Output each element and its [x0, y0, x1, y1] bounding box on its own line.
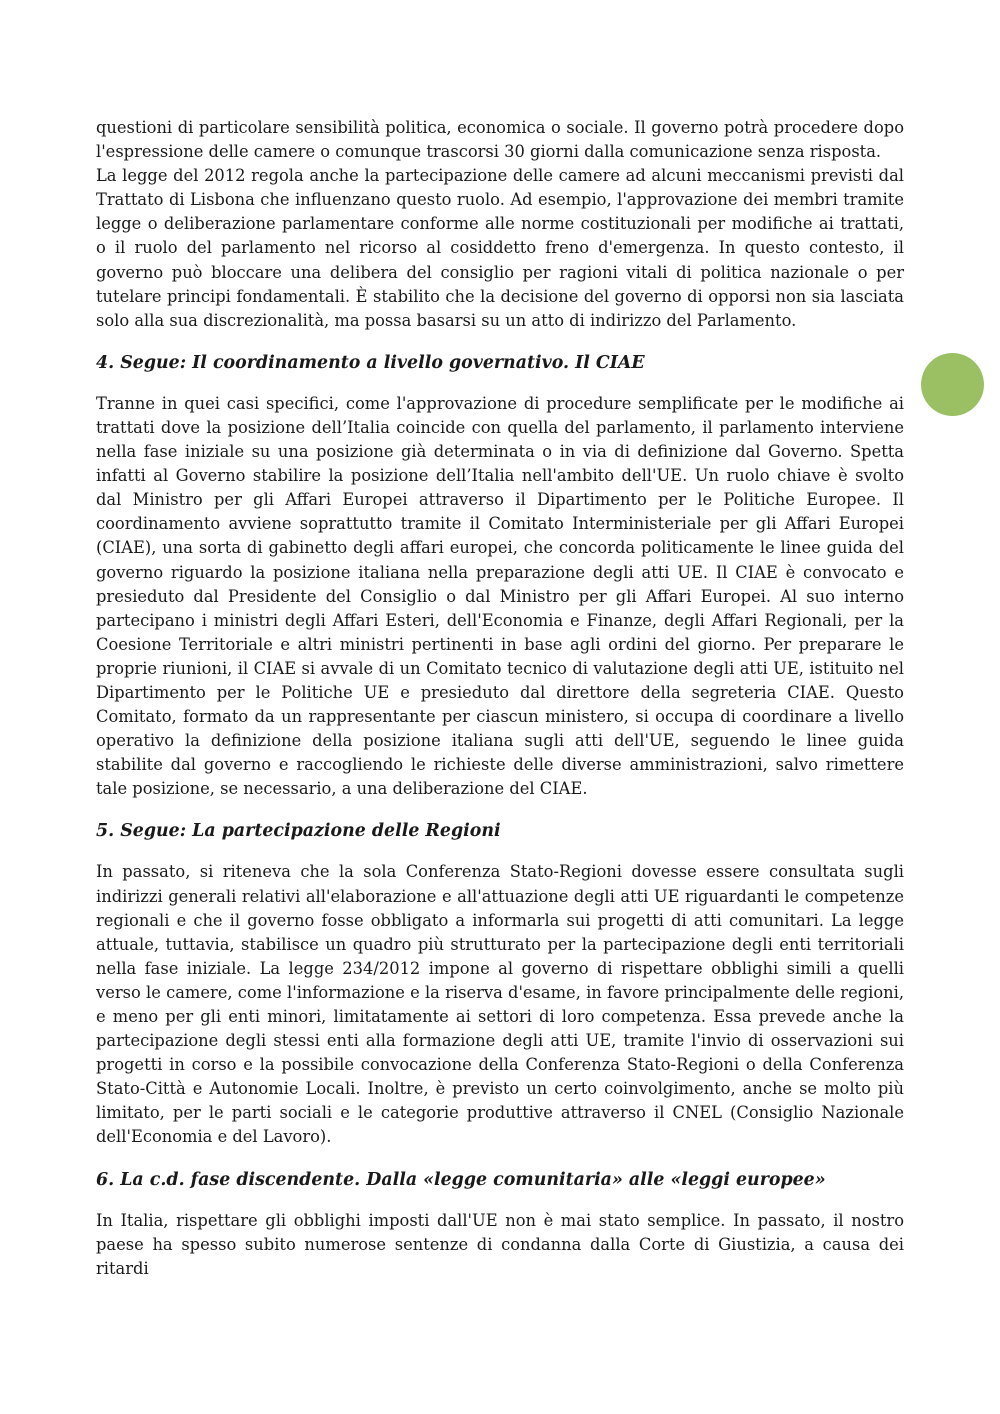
section-heading-4: 4. Segue: Il coordinamento a livello governativo. Il CIAE: [96, 352, 645, 373]
decorative-circle: [921, 353, 984, 416]
section-heading-5: 5. Segue: La partecipazione delle Regioni: [96, 821, 501, 842]
document-page: [96, 116, 904, 1281]
paragraph-lisbon-treaty: La legge del 2012 regola anche la partecipazione delle camere ad alcuni meccanismi previsti dal Trattato di Lisbona che influenzano questo ruolo. Ad esempio, l'approvazione dei membri tramite legge o deliberazione parlamentare conforme alle norme costituzionali per modifiche ai trattati, o il ruolo del parlamento nel ricorso al cosiddetto freno d'emergenza. In questo contesto, il governo può bloccare una delibera del consiglio per ragioni vitali di politica nazionale o per tutelare principi fondamentali. È stabilito che la decisione del governo di opporsi non sia lasciata solo alla sua discrezionalità, ma possa basarsi su un atto di indirizzo del Parlamento.: [96, 166, 904, 330]
paragraph-regioni: In passato, si riteneva che la sola Conferenza Stato-Regioni dovesse essere consultata sugli indirizzi generali relativi all'elaborazione e all'attuazione degli atti UE riguardanti le competenze regionali e che il governo fosse obbligato a informarla sui progetti di atti comunitari. La legge attuale, tuttavia, stabilisce un quadro più strutturato per la partecipazione degli enti territoriali nella fase iniziale. La legge 234/2012 impone al governo di rispettare obblighi simili a quelli verso le camere, come l'informazione e la riserva d'esame, in favore principalmente delle regioni, e meno per gli enti minori, limitatamente ai settori di loro competenza. Essa prevede anche la partecipazione degli stessi enti alla formazione degli atti UE, tramite l'invio di osservazioni sui progetti in corso e la possibile convocazione della Conferenza Stato-Regioni o della Conferenza Stato-Città e Autonomie Locali. Inoltre, è previsto un certo coinvolgimento, anche se molto più limitato, per le parti sociali e le categorie produttive attraverso il CNEL (Consiglio Nazionale dell'Economia e del Lavoro).: [96, 862, 904, 1147]
paragraph-ciae: Tranne in quei casi specifici, come l'approvazione di procedure semplificate per le modifiche ai trattati dove la posizione dell’Italia coincide con quella del parlamento, il parlamento interviene nella fase iniziale su una posizione già determinata o in via di definizione dal Governo. Spetta infatti al Governo stabilire la posizione dell’Italia nell'ambito dell'UE. Un ruolo chiave è svolto dal Ministro per gli Affari Europei attraverso il Dipartimento per le Politiche Europee. Il coordinamento avviene soprattutto tramite il Comitato Interministeriale per gli Affari Europei (CIAE), una sorta di gabinetto degli affari europei, che concorda politicamente le linee guida del governo riguardo la posizione italiana nella preparazione degli atti UE. Il CIAE è convocato e presieduto dal Presidente del Consiglio o dal Ministro per gli Affari Europei. Al suo interno partecipano i ministri degli Affari Esteri, dell'Economia e Finanze, degli Affari Regionali, per la Coesione Territoriale e altri ministri pertinenti in base agli ordini del giorno. Per preparare le proprie riunioni, il CIAE si avvale di un Comitato tecnico di valutazione degli atti UE, istituito nel Dipartimento per le Politiche UE e presieduto dal direttore della segreteria CIAE. Questo Comitato, formato da un rappresentante per ciascun ministero, si occupa di coordinare a livello operativo la definizione della posizione italiana sugli atti dell'UE, seguendo le linee guida stabilite dal governo e raccogliendo le richieste delle diverse amministrazioni, salvo rimettere tale posizione, se necessario, a una deliberazione del CIAE.: [96, 393, 904, 799]
section-heading-6: 6. La c.d. fase discendente. Dalla «legge comunitaria» alle «leggi europee»: [96, 1169, 826, 1190]
paragraph-continuation: questioni di particolare sensibilità politica, economica o sociale. Il governo potrà procedere dopo l'espressione delle camere o comunque trascorsi 30 giorni dalla comunicazione senza risposta.: [96, 118, 904, 162]
paragraph-fase-discendente: In Italia, rispettare gli obblighi imposti dall'UE non è mai stato semplice. In passato, il nostro paese ha spesso subito numerose sentenze di condanna dalla Corte di Giustizia, a causa dei ritardi: [96, 1210, 904, 1278]
